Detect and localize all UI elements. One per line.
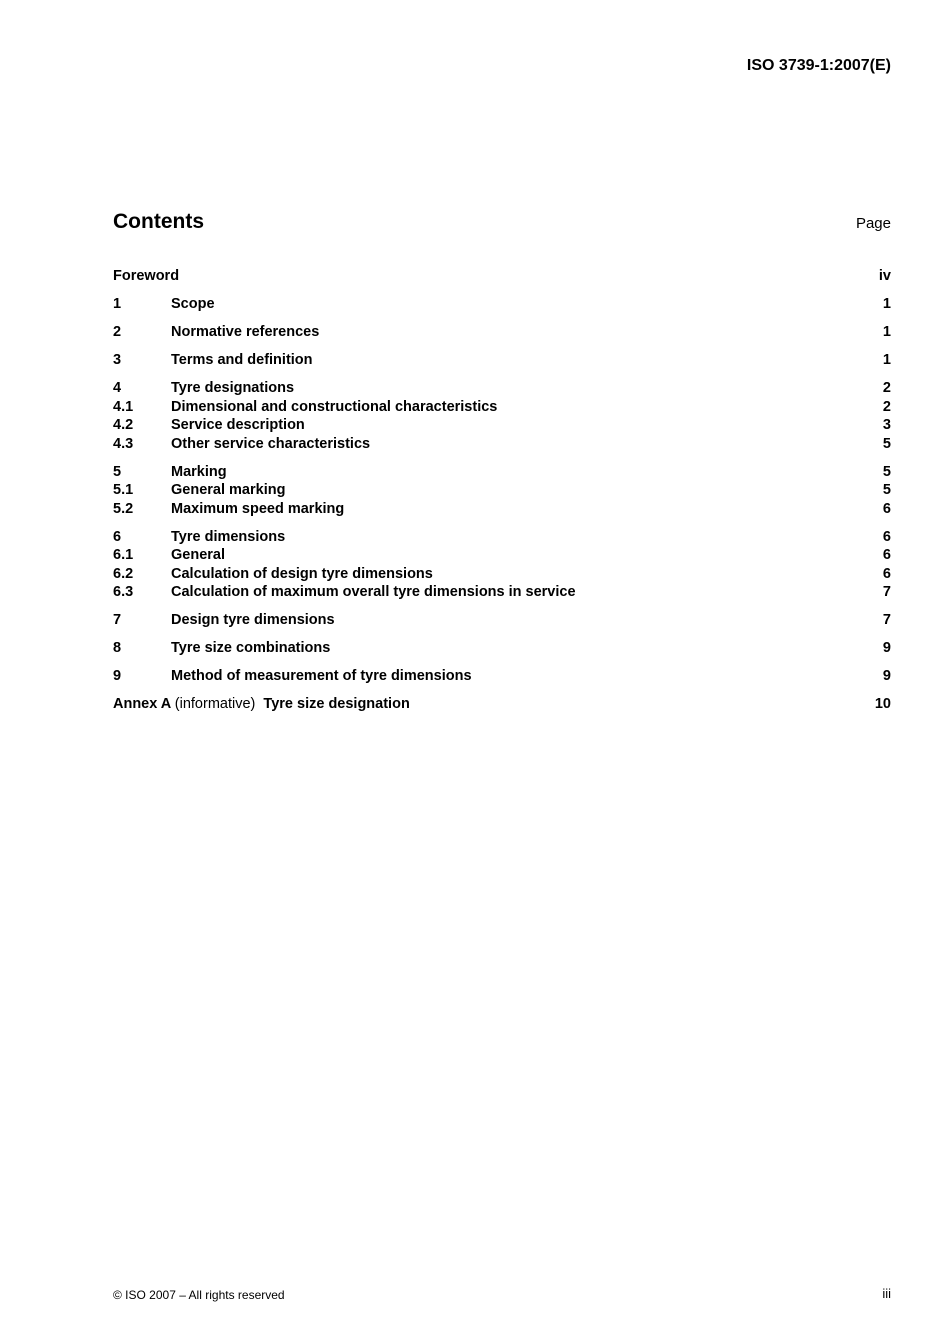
toc-entry-4[interactable] [113, 379, 891, 398]
annex-type: (informative) [174, 696, 256, 712]
copyright-notice: © ISO 2007 – All rights reserved [113, 1288, 285, 1302]
toc-entry-page: 10 [874, 696, 891, 712]
toc-entry-page: 6 [882, 565, 891, 582]
toc-entry-number: 5 [113, 463, 122, 480]
toc-entry-page: 6 [882, 528, 891, 545]
toc-entry-page: 2 [882, 380, 891, 396]
toc-entry-title: Design tyre dimensions [171, 612, 335, 628]
toc-entry-6-1[interactable] [113, 546, 891, 565]
toc-entry-number: 5.1 [113, 482, 134, 498]
toc-entry-5-2[interactable] [113, 500, 891, 519]
toc-entry-annex-a[interactable] [113, 695, 891, 714]
toc-entry-title: General [171, 547, 225, 563]
toc-entry-page: 3 [882, 417, 891, 433]
toc-entry-number: 4.1 [113, 398, 134, 415]
toc-entry-title: Tyre dimensions [171, 528, 286, 545]
toc-entry-page: 7 [882, 584, 891, 600]
toc-entry-title: Marking [171, 463, 227, 480]
table-of-contents [113, 267, 891, 714]
toc-entry-title: General marking [171, 482, 286, 498]
toc-entry-title: Foreword [113, 268, 180, 284]
toc-entry-page: 5 [882, 482, 891, 498]
toc-entry-5[interactable] [113, 463, 891, 482]
toc-entry-page: 2 [882, 398, 891, 415]
toc-entry-page: 6 [882, 547, 891, 563]
toc-entry-1[interactable] [113, 295, 891, 314]
toc-entry-page: iv [878, 268, 891, 284]
toc-entry-6[interactable] [113, 528, 891, 547]
toc-entry-number: 6 [113, 528, 122, 545]
toc-entry-title: Scope [171, 296, 215, 312]
annex-title: Tyre size designation [263, 696, 410, 712]
toc-entry-4-1[interactable] [113, 398, 891, 417]
toc-entry-number: 9 [113, 668, 122, 684]
toc-entry-title: Other service characteristics [171, 435, 371, 452]
toc-entry-number: 1 [113, 296, 122, 312]
toc-entry-foreword[interactable] [113, 267, 891, 286]
toc-entry-8[interactable] [113, 639, 891, 658]
toc-entry-page: 9 [882, 640, 891, 656]
toc-entry-page: 1 [882, 296, 891, 312]
toc-entry-page: 6 [882, 500, 891, 517]
toc-entry-number: 8 [113, 640, 122, 656]
toc-entry-title [113, 695, 410, 714]
toc-entry-title: Normative references [171, 324, 320, 340]
toc-entry-page: 5 [882, 435, 891, 452]
toc-entry-title: Dimensional and constructional characteristics [171, 398, 498, 415]
toc-entry-number: 2 [113, 324, 122, 340]
page-number: iii [882, 1286, 891, 1301]
toc-entry-2[interactable] [113, 323, 891, 342]
toc-entry-page: 7 [882, 612, 891, 628]
toc-entry-6-3[interactable] [113, 583, 891, 602]
toc-entry-number: 4.2 [113, 417, 134, 433]
toc-entry-page: 9 [882, 668, 891, 684]
page-column-label: Page [855, 215, 891, 232]
toc-entry-6-2[interactable] [113, 565, 891, 584]
toc-entry-title: Terms and definition [171, 352, 313, 368]
toc-entry-number: 5.2 [113, 500, 134, 517]
contents-heading: Contents [113, 210, 204, 233]
annex-label: Annex A [113, 696, 171, 712]
toc-entry-4-2[interactable] [113, 416, 891, 435]
toc-entry-number: 4 [113, 380, 122, 396]
toc-entry-3[interactable] [113, 351, 891, 370]
toc-entry-title: Service description [171, 417, 305, 433]
toc-entry-page: 5 [882, 463, 891, 480]
toc-entry-title: Method of measurement of tyre dimensions [171, 668, 472, 684]
toc-entry-title: Tyre designations [171, 380, 295, 396]
toc-entry-number: 6.2 [113, 565, 134, 582]
toc-entry-number: 6.3 [113, 584, 134, 600]
toc-entry-4-3[interactable] [113, 435, 891, 454]
document-id: ISO 3739-1:2007(E) [746, 57, 891, 74]
toc-entry-number: 4.3 [113, 435, 134, 452]
toc-entry-title: Tyre size combinations [171, 640, 331, 656]
toc-entry-title: Calculation of maximum overall tyre dimensions in service [171, 584, 576, 600]
toc-entry-number: 7 [113, 612, 122, 628]
toc-entry-title: Calculation of design tyre dimensions [171, 565, 433, 582]
toc-entry-page: 1 [882, 324, 891, 340]
toc-entry-page: 1 [882, 352, 891, 368]
toc-entry-5-1[interactable] [113, 481, 891, 500]
toc-entry-number: 6.1 [113, 547, 134, 563]
toc-entry-number: 3 [113, 352, 122, 368]
toc-entry-7[interactable] [113, 611, 891, 630]
toc-entry-title: Maximum speed marking [171, 500, 345, 517]
toc-entry-9[interactable] [113, 667, 891, 686]
